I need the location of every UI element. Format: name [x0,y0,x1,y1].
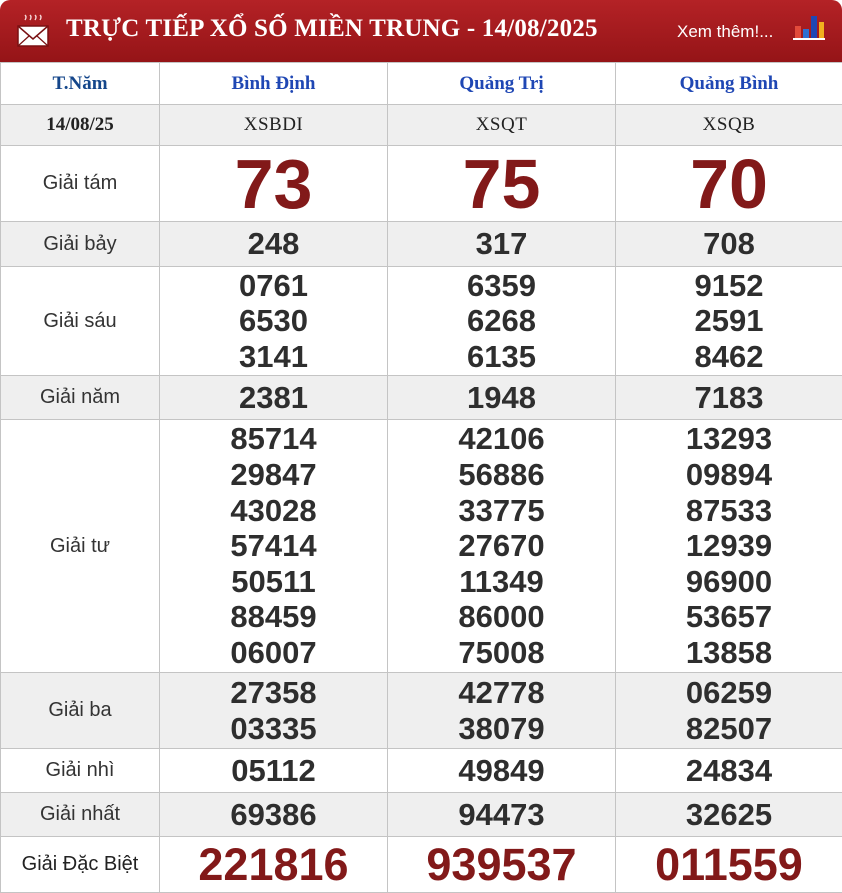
result-number: 88459 [160,599,387,635]
result-cell [388,146,616,222]
province-binh-dinh[interactable]: Bình Định [160,63,388,105]
prize-row-4 [1,420,842,673]
prize-row-7 [1,222,842,267]
result-cell [160,222,388,267]
result-number: 43028 [160,493,387,529]
result-number: 6359 [388,268,615,304]
result-number: 248 [160,226,387,262]
date-code-row [1,105,842,146]
prize-label: Giải nhất [1,793,160,837]
result-cell [160,376,388,420]
result-cell [160,673,388,749]
special-result-number: 939537 [426,839,576,890]
province-quang-binh[interactable]: Quảng Bình [616,63,842,105]
result-cell [616,673,842,749]
prize-label: Giải tư [1,420,160,673]
result-number: 86000 [388,599,615,635]
result-number: 73 [235,145,313,223]
result-cell [160,146,388,222]
result-cell [616,376,842,420]
result-number: 53657 [616,599,842,635]
result-number: 70 [690,145,768,223]
result-number: 27358 [160,675,387,711]
result-cell [160,837,388,893]
result-cell [388,376,616,420]
result-cell [388,420,616,673]
result-cell [616,793,842,837]
prize-row-5 [1,376,842,420]
result-cell [160,749,388,793]
result-number: 94473 [388,797,615,833]
prize-label: Giải nhì [1,749,160,793]
results-header-bar [0,0,842,62]
prize-label: Giải tám [1,146,160,222]
special-result-number: 011559 [655,839,803,890]
result-cell [160,420,388,673]
result-number: 42778 [388,675,615,711]
result-number: 38079 [388,711,615,747]
result-number: 13858 [616,635,842,671]
result-number: 3141 [160,339,387,375]
prize-row-1 [1,793,842,837]
prize-row-3 [1,673,842,749]
result-number: 11349 [388,564,615,600]
province-quang-tri[interactable]: Quảng Trị [388,63,616,105]
result-cell [388,267,616,376]
result-number: 29847 [160,457,387,493]
result-number: 05112 [160,753,387,789]
result-number: 06007 [160,635,387,671]
result-number: 33775 [388,493,615,529]
result-number: 6135 [388,339,615,375]
result-number: 75 [463,145,541,223]
result-number: 82507 [616,711,842,747]
prize-label: Giải bảy [1,222,160,267]
result-cell [616,749,842,793]
result-number: 50511 [160,564,387,600]
result-number: 0761 [160,268,387,304]
result-cell [616,837,842,893]
weekday-header: T.Năm [1,63,160,105]
result-cell [388,222,616,267]
result-number: 87533 [616,493,842,529]
prize-label: Giải sáu [1,267,160,376]
result-number: 9152 [616,268,842,304]
prize-label: Giải Đặc Biệt [1,837,160,893]
result-cell [160,267,388,376]
province-header-row [1,63,842,105]
result-number: 2381 [160,380,387,416]
prize-row-special [1,837,842,893]
result-number: 96900 [616,564,842,600]
result-number: 06259 [616,675,842,711]
result-number: 49849 [388,753,615,789]
province-code: XSBDI [160,105,388,146]
prize-row-6 [1,267,842,376]
prize-label: Giải năm [1,376,160,420]
draw-date: 14/08/25 [1,105,160,146]
result-number: 6268 [388,303,615,339]
result-number: 75008 [388,635,615,671]
result-number: 12939 [616,528,842,564]
result-cell [160,793,388,837]
result-number: 6530 [160,303,387,339]
result-number: 32625 [616,797,842,833]
province-code: XSQT [388,105,616,146]
result-number: 56886 [388,457,615,493]
result-number: 85714 [160,421,387,457]
mail-icon [16,14,50,50]
prize-label: Giải ba [1,673,160,749]
result-number: 57414 [160,528,387,564]
result-number: 1948 [388,380,615,416]
result-cell [388,749,616,793]
result-cell [388,837,616,893]
result-number: 8462 [616,339,842,375]
result-number: 317 [388,226,615,262]
page-title: TRỰC TIẾP XỔ SỐ MIỀN TRUNG - 14/08/2025 [66,15,598,43]
result-number: 7183 [616,380,842,416]
bar-chart-icon[interactable] [792,12,826,40]
result-number: 09894 [616,457,842,493]
result-number: 69386 [160,797,387,833]
result-number: 03335 [160,711,387,747]
lottery-results-table [0,62,842,893]
result-cell [388,793,616,837]
result-number: 42106 [388,421,615,457]
result-number: 13293 [616,421,842,457]
result-cell [388,673,616,749]
result-number: 2591 [616,303,842,339]
result-cell [616,267,842,376]
province-code: XSQB [616,105,842,146]
result-number: 708 [616,226,842,262]
prize-row-8 [1,146,842,222]
prize-row-2 [1,749,842,793]
result-number: 27670 [388,528,615,564]
result-number: 24834 [616,753,842,789]
result-cell [616,222,842,267]
result-cell [616,420,842,673]
special-result-number: 221816 [198,839,348,890]
see-more-link[interactable]: Xem thêm!... [677,22,773,42]
result-cell [616,146,842,222]
